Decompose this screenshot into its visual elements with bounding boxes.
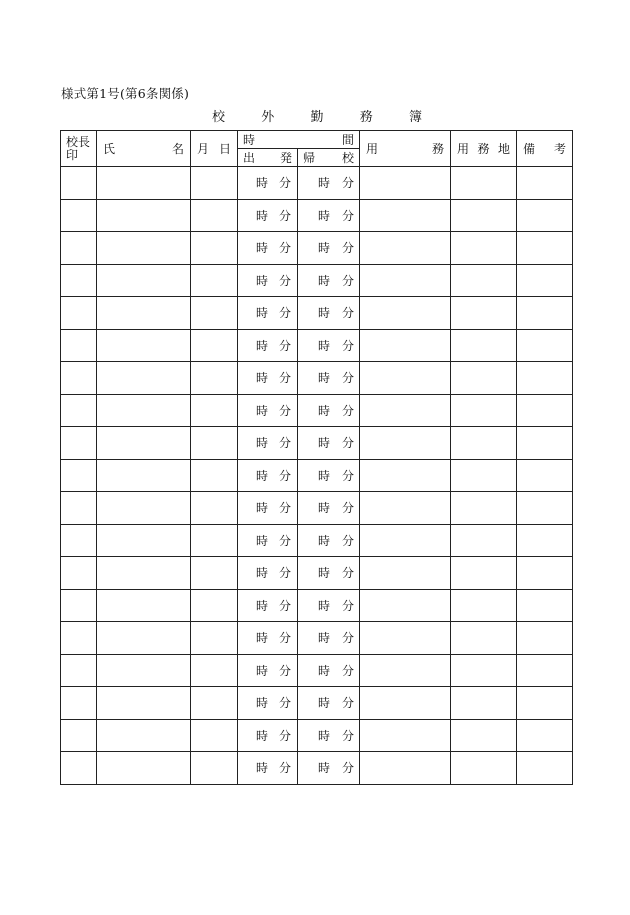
table-row [61,297,573,330]
return-cell[interactable] [298,524,360,557]
minute-label: 分 [278,761,291,776]
hour-label: 時 [318,533,331,548]
principal-seal-header [61,131,97,167]
table-row [61,427,573,460]
destination-cell[interactable] [451,459,517,492]
hour-label: 時 [256,241,269,256]
departure-cell[interactable] [238,362,298,395]
table-row [61,622,573,655]
business-cell[interactable] [360,264,451,297]
minute-label: 分 [341,176,354,191]
destination-cell[interactable] [451,232,517,265]
name-cell[interactable] [97,232,191,265]
name-cell[interactable] [97,752,191,785]
date-cell[interactable] [191,394,238,427]
minute-label: 分 [278,598,291,613]
departure-cell[interactable] [238,459,298,492]
seal-cell[interactable] [61,492,97,525]
name-cell[interactable] [97,167,191,200]
remarks-cell[interactable] [517,427,573,460]
departure-cell[interactable] [238,719,298,752]
destination-header [451,131,517,167]
table-row [61,167,573,200]
date-label-2: 日 [218,142,231,156]
title-char: 校 [212,110,226,125]
date-cell[interactable] [191,557,238,590]
remarks-cell[interactable] [517,492,573,525]
business-cell[interactable] [360,589,451,622]
return-cell[interactable] [298,427,360,460]
hour-label: 時 [256,468,269,483]
hour-label: 時 [256,598,269,613]
date-cell[interactable] [191,264,238,297]
business-cell[interactable] [360,394,451,427]
minute-label: 分 [278,371,291,386]
table-row [61,524,573,557]
name-cell[interactable] [97,427,191,460]
hour-label: 時 [318,663,331,678]
destination-cell[interactable] [451,362,517,395]
hour-label: 時 [318,468,331,483]
minute-label: 分 [341,403,354,418]
destination-label-1: 用 [457,142,470,156]
hour-label: 時 [318,631,331,646]
minute-label: 分 [278,696,291,711]
seal-cell[interactable] [61,232,97,265]
destination-label-3: 地 [497,142,510,156]
table-row [61,232,573,265]
principal-seal-label-1: 校長 [66,134,91,149]
minute-label: 分 [341,663,354,678]
remarks-label-1: 備 [523,142,536,156]
date-cell[interactable] [191,492,238,525]
return-cell[interactable] [298,687,360,720]
hour-label: 時 [318,403,331,418]
departure-cell[interactable] [238,427,298,460]
departure-label-1: 出 [243,151,256,165]
business-cell[interactable] [360,297,451,330]
destination-cell[interactable] [451,589,517,622]
hour-label: 時 [318,436,331,451]
minute-label: 分 [278,501,291,516]
hour-label: 時 [256,403,269,418]
hour-label: 時 [256,176,269,191]
hour-label: 時 [318,176,331,191]
minute-label: 分 [341,696,354,711]
seal-cell[interactable] [61,264,97,297]
date-cell[interactable] [191,427,238,460]
title-char: 勤 [310,110,324,125]
minute-label: 分 [278,273,291,288]
minute-label: 分 [341,371,354,386]
minute-label: 分 [341,566,354,581]
name-cell[interactable] [97,589,191,622]
destination-cell[interactable] [451,622,517,655]
minute-label: 分 [341,761,354,776]
date-cell[interactable] [191,524,238,557]
table-row [61,589,573,622]
return-cell[interactable] [298,329,360,362]
name-cell[interactable] [97,524,191,557]
name-cell[interactable] [97,297,191,330]
departure-cell[interactable] [238,654,298,687]
remarks-cell[interactable] [517,687,573,720]
name-cell[interactable] [97,492,191,525]
departure-cell[interactable] [238,687,298,720]
minute-label: 分 [278,306,291,321]
seal-cell[interactable] [61,719,97,752]
remarks-cell[interactable] [517,459,573,492]
date-cell[interactable] [191,199,238,232]
title-char: 簿 [408,110,422,125]
minute-label: 分 [341,501,354,516]
table-row [61,199,573,232]
business-cell[interactable] [360,687,451,720]
destination-cell[interactable] [451,329,517,362]
business-cell[interactable] [360,362,451,395]
minute-label: 分 [341,306,354,321]
minute-label: 分 [341,338,354,353]
departure-cell[interactable] [238,524,298,557]
table-row [61,394,573,427]
destination-label-2: 務 [477,142,490,156]
business-label-2: 務 [431,142,444,156]
date-header [191,131,238,167]
hour-label: 時 [256,663,269,678]
remarks-cell[interactable] [517,524,573,557]
minute-label: 分 [341,598,354,613]
seal-cell[interactable] [61,199,97,232]
return-cell[interactable] [298,199,360,232]
date-cell[interactable] [191,167,238,200]
table-row [61,492,573,525]
name-cell[interactable] [97,622,191,655]
date-cell[interactable] [191,329,238,362]
return-cell[interactable] [298,297,360,330]
return-cell[interactable] [298,362,360,395]
table-row [61,264,573,297]
attendance-table [60,130,573,785]
minute-label: 分 [278,468,291,483]
table-row [61,329,573,362]
business-cell[interactable] [360,752,451,785]
seal-cell[interactable] [61,329,97,362]
remarks-cell[interactable] [517,264,573,297]
hour-label: 時 [318,728,331,743]
departure-cell[interactable] [238,492,298,525]
title-char: 務 [359,110,373,125]
destination-cell[interactable] [451,427,517,460]
business-cell[interactable] [360,459,451,492]
seal-cell[interactable] [61,752,97,785]
date-cell[interactable] [191,459,238,492]
destination-cell[interactable] [451,654,517,687]
remarks-cell[interactable] [517,232,573,265]
departure-cell[interactable] [238,329,298,362]
minute-label: 分 [341,241,354,256]
remarks-cell[interactable] [517,167,573,200]
departure-cell[interactable] [238,199,298,232]
name-cell[interactable] [97,557,191,590]
business-cell[interactable] [360,329,451,362]
name-cell[interactable] [97,394,191,427]
name-cell[interactable] [97,362,191,395]
hour-label: 時 [318,371,331,386]
name-cell[interactable] [97,719,191,752]
return-cell[interactable] [298,264,360,297]
hour-label: 時 [256,566,269,581]
seal-cell[interactable] [61,622,97,655]
name-cell[interactable] [97,199,191,232]
minute-label: 分 [341,436,354,451]
departure-cell[interactable] [238,557,298,590]
return-header [298,149,360,167]
business-cell[interactable] [360,199,451,232]
destination-cell[interactable] [451,752,517,785]
hour-label: 時 [256,696,269,711]
title-char: 外 [261,110,275,125]
destination-cell[interactable] [451,394,517,427]
destination-cell[interactable] [451,687,517,720]
hour-label: 時 [256,761,269,776]
hour-label: 時 [318,241,331,256]
return-cell[interactable] [298,232,360,265]
hour-label: 時 [318,273,331,288]
date-cell[interactable] [191,687,238,720]
remarks-header [517,131,573,167]
name-cell[interactable] [97,687,191,720]
departure-header [238,149,298,167]
hour-label: 時 [256,501,269,516]
minute-label: 分 [278,241,291,256]
seal-cell[interactable] [61,297,97,330]
return-cell[interactable] [298,589,360,622]
return-label-1: 帰 [303,151,316,165]
minute-label: 分 [278,176,291,191]
destination-cell[interactable] [451,492,517,525]
destination-cell[interactable] [451,167,517,200]
return-cell[interactable] [298,719,360,752]
hour-label: 時 [256,533,269,548]
seal-cell[interactable] [61,427,97,460]
table-row [61,687,573,720]
remarks-label-2: 考 [553,142,566,156]
departure-cell[interactable] [238,752,298,785]
table-row [61,362,573,395]
hour-label: 時 [256,371,269,386]
departure-cell[interactable] [238,232,298,265]
destination-cell[interactable] [451,297,517,330]
hour-label: 時 [318,208,331,223]
seal-cell[interactable] [61,524,97,557]
minute-label: 分 [278,533,291,548]
name-cell[interactable] [97,264,191,297]
hour-label: 時 [318,761,331,776]
remarks-cell[interactable] [517,199,573,232]
time-label-2: 間 [341,133,354,147]
remarks-cell[interactable] [517,589,573,622]
seal-cell[interactable] [61,362,97,395]
business-cell[interactable] [360,557,451,590]
business-cell[interactable] [360,719,451,752]
date-cell[interactable] [191,232,238,265]
business-cell[interactable] [360,427,451,460]
seal-cell[interactable] [61,557,97,590]
minute-label: 分 [341,728,354,743]
departure-cell[interactable] [238,622,298,655]
minute-label: 分 [341,631,354,646]
seal-cell[interactable] [61,687,97,720]
remarks-cell[interactable] [517,719,573,752]
return-cell[interactable] [298,394,360,427]
name-header [97,131,191,167]
destination-cell[interactable] [451,524,517,557]
name-label-2: 名 [171,142,184,156]
departure-cell[interactable] [238,167,298,200]
destination-cell[interactable] [451,199,517,232]
seal-cell[interactable] [61,167,97,200]
hour-label: 時 [318,306,331,321]
date-cell[interactable] [191,654,238,687]
table-row [61,654,573,687]
hour-label: 時 [318,338,331,353]
destination-cell[interactable] [451,557,517,590]
return-cell[interactable] [298,622,360,655]
date-label-1: 月 [197,142,210,156]
seal-cell[interactable] [61,394,97,427]
hour-label: 時 [256,436,269,451]
return-cell[interactable] [298,459,360,492]
table-row [61,557,573,590]
remarks-cell[interactable] [517,362,573,395]
minute-label: 分 [278,208,291,223]
time-label-1: 時 [243,133,256,147]
seal-cell[interactable] [61,654,97,687]
departure-cell[interactable] [238,297,298,330]
hour-label: 時 [256,208,269,223]
business-cell[interactable] [360,492,451,525]
table-row [61,719,573,752]
minute-label: 分 [341,208,354,223]
time-header [238,131,360,149]
minute-label: 分 [278,566,291,581]
seal-cell[interactable] [61,459,97,492]
date-cell[interactable] [191,589,238,622]
date-cell[interactable] [191,622,238,655]
minute-label: 分 [278,338,291,353]
minute-label: 分 [341,468,354,483]
hour-label: 時 [318,566,331,581]
destination-cell[interactable] [451,264,517,297]
business-cell[interactable] [360,167,451,200]
return-cell[interactable] [298,167,360,200]
return-label-2: 校 [341,151,354,165]
hour-label: 時 [318,598,331,613]
minute-label: 分 [341,273,354,288]
remarks-cell[interactable] [517,329,573,362]
return-cell[interactable] [298,752,360,785]
table-row [61,459,573,492]
business-header [360,131,451,167]
table-row [61,752,573,785]
date-cell[interactable] [191,362,238,395]
name-cell[interactable] [97,654,191,687]
hour-label: 時 [256,728,269,743]
minute-label: 分 [278,403,291,418]
hour-label: 時 [256,631,269,646]
name-cell[interactable] [97,459,191,492]
date-cell[interactable] [191,752,238,785]
minute-label: 分 [278,663,291,678]
hour-label: 時 [256,306,269,321]
remarks-cell[interactable] [517,557,573,590]
departure-cell[interactable] [238,589,298,622]
minute-label: 分 [278,631,291,646]
business-cell[interactable] [360,622,451,655]
hour-label: 時 [256,273,269,288]
business-cell[interactable] [360,524,451,557]
remarks-cell[interactable] [517,752,573,785]
return-cell[interactable] [298,654,360,687]
name-cell[interactable] [97,329,191,362]
remarks-cell[interactable] [517,297,573,330]
business-cell[interactable] [360,232,451,265]
form-number: 様式第1号(第6条関係) [61,86,190,101]
return-cell[interactable] [298,557,360,590]
minute-label: 分 [278,436,291,451]
return-cell[interactable] [298,492,360,525]
date-cell[interactable] [191,297,238,330]
departure-cell[interactable] [238,394,298,427]
hour-label: 時 [256,338,269,353]
remarks-cell[interactable] [517,394,573,427]
departure-cell[interactable] [238,264,298,297]
hour-label: 時 [318,696,331,711]
business-label-1: 用 [366,142,379,156]
date-cell[interactable] [191,719,238,752]
remarks-cell[interactable] [517,654,573,687]
business-cell[interactable] [360,654,451,687]
page-title [212,106,422,125]
hour-label: 時 [318,501,331,516]
minute-label: 分 [278,728,291,743]
name-label-1: 氏 [103,142,116,156]
principal-seal-label-2: 印 [66,147,79,162]
seal-cell[interactable] [61,589,97,622]
minute-label: 分 [341,533,354,548]
departure-label-2: 発 [279,151,292,165]
destination-cell[interactable] [451,719,517,752]
remarks-cell[interactable] [517,622,573,655]
